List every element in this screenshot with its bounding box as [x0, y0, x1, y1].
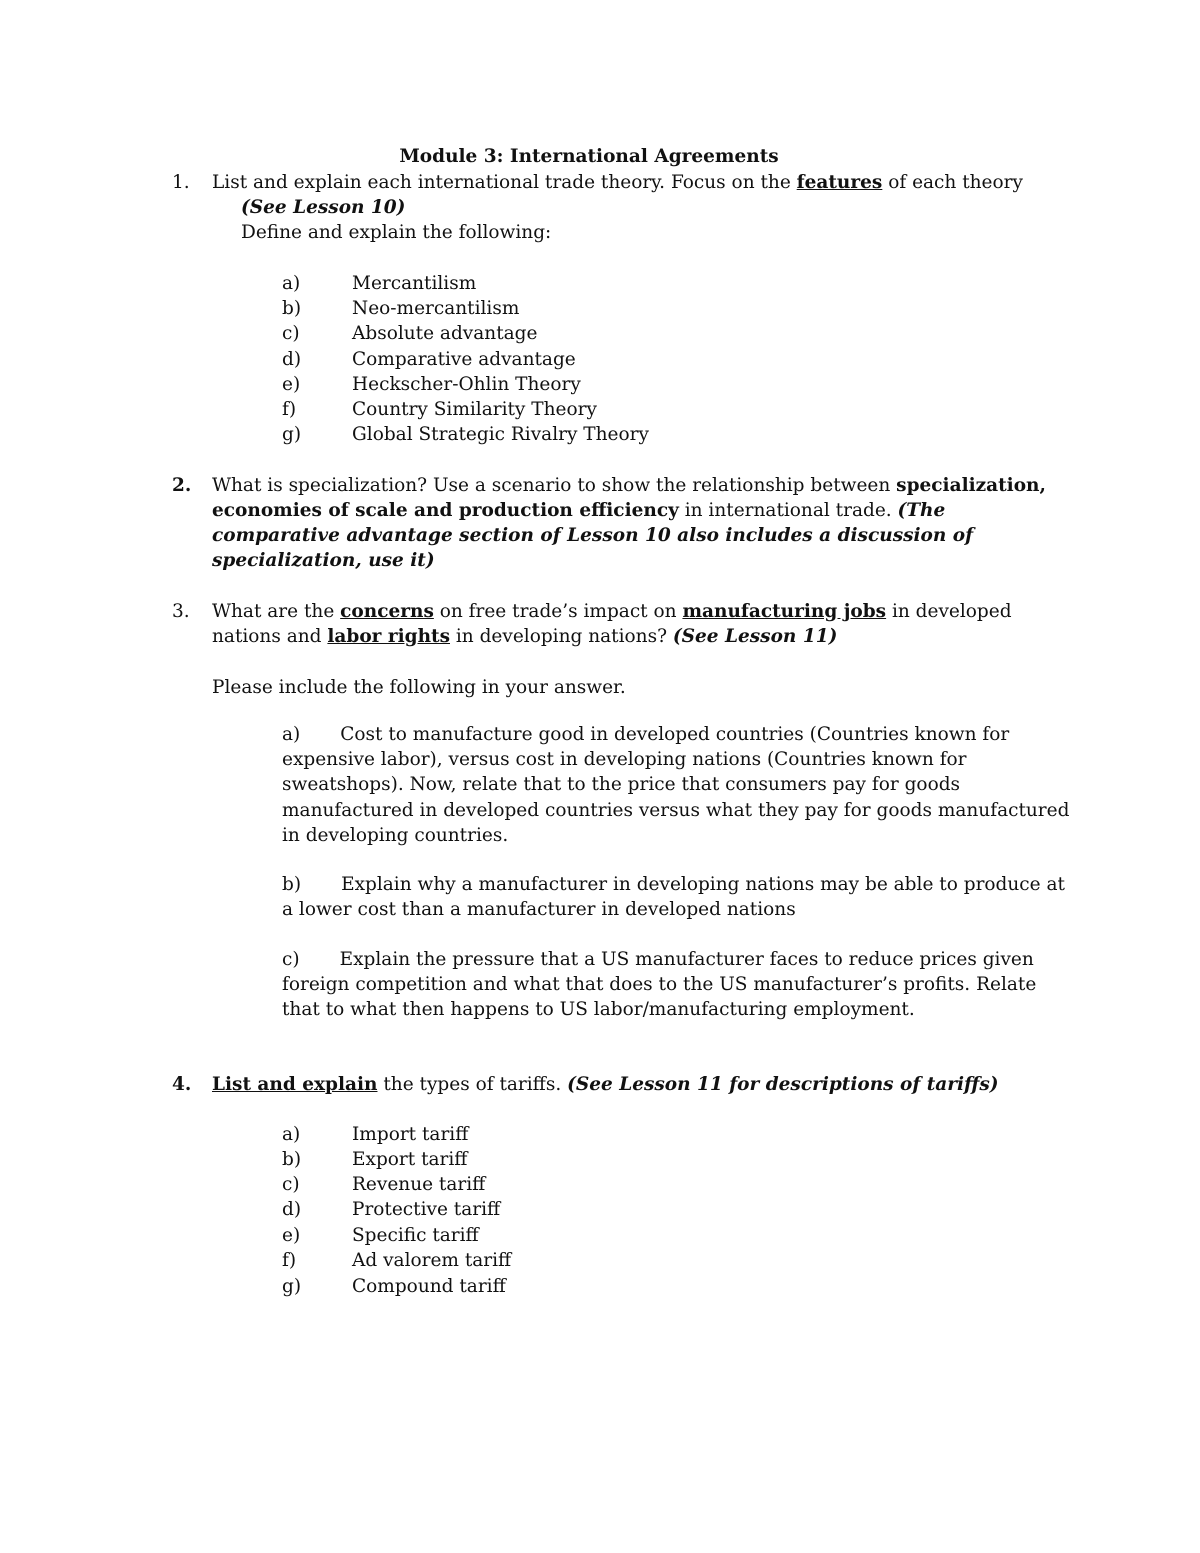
q4-item-label: f): [282, 1250, 297, 1271]
q2-note: specialization, use it): [212, 550, 435, 571]
q2-text-cont: economies of scale and production efficiency in international trade. (The: [212, 500, 946, 521]
q4-item: Protective tariff: [352, 1199, 501, 1220]
q4-item: Ad valorem tariff: [352, 1250, 512, 1271]
q4-item-label: d): [282, 1199, 302, 1220]
q1-item: Neo-mercantilism: [352, 298, 520, 319]
q1-item-label: a): [282, 273, 301, 294]
q2-text: What is specialization? Use a scenario to show the relationship between specialization,: [212, 475, 1046, 496]
q1-emphasis: features: [796, 172, 883, 193]
q3-text-cont: nations and labor rights in developing nations? (See Lesson 11): [212, 626, 838, 647]
q4-item: Specific tariff: [352, 1225, 479, 1246]
q1-lead: Define and explain the following:: [241, 222, 552, 243]
q1-item-label: f): [282, 399, 297, 420]
q1-item-label: g): [282, 424, 302, 445]
q4-item-label: b): [282, 1149, 302, 1170]
q4-item-label: g): [282, 1276, 302, 1297]
q2-number: 2.: [172, 475, 192, 496]
q1-item: Absolute advantage: [352, 323, 538, 344]
q4-number: 4.: [172, 1074, 192, 1095]
q4-item: Export tariff: [352, 1149, 468, 1170]
page-title: Module 3: International Agreements: [399, 146, 779, 167]
q1-item: Comparative advantage: [352, 349, 576, 370]
q3-text: What are the concerns on free trade’s impact on manufacturing jobs in developed: [212, 601, 1012, 622]
q1-item-label: c): [282, 323, 300, 344]
q4-item-label: a): [282, 1124, 301, 1145]
q1-text: List and explain each international trade theory. Focus on the features of each theory: [212, 172, 1023, 193]
q4-item-label: e): [282, 1225, 301, 1246]
q1-item-label: d): [282, 349, 302, 370]
q4-item: Revenue tariff: [352, 1174, 486, 1195]
q1-item: Heckscher-Ohlin Theory: [352, 374, 581, 395]
q1-item-label: e): [282, 374, 301, 395]
q4-item: Compound tariff: [352, 1276, 506, 1297]
q2-note: comparative advantage section of Lesson 10 also includes a discussion of: [212, 525, 974, 546]
q4-text: List and explain the types of tariffs. (See Lesson 11 for descriptions of tariffs): [212, 1074, 999, 1095]
q1-item: Mercantilism: [352, 273, 477, 294]
q4-item-label: c): [282, 1174, 300, 1195]
q1-item: Global Strategic Rivalry Theory: [352, 424, 649, 445]
q3-lead: Please include the following in your answer.: [212, 677, 626, 698]
q1-item: Country Similarity Theory: [352, 399, 597, 420]
q1-item-label: b): [282, 298, 302, 319]
q3-number: 3.: [172, 601, 190, 622]
q3-part-a: a) Cost to manufacture good in developed countries (Countries known for expensive labor), versus cost in developing nations (Countries known for sweatshops). Now, relate that to the price that consumers pay for goods manufactured in developed countries versus what they pay for goods manufactured in developing countries.: [282, 724, 1070, 846]
q3-part-c: c) Explain the pressure that a US manufacturer faces to reduce prices given foreign competition and what that does to the US manufacturer’s profits. Relate that to what then happens to US labor/manufacturing employment.: [282, 949, 1037, 1021]
q3-part-b: b) Explain why a manufacturer in developing nations may be able to produce at a lower cost than a manufacturer in developed nations: [282, 874, 1065, 921]
q1-lesson-ref: (See Lesson 10): [241, 197, 406, 218]
q1-number: 1.: [172, 172, 190, 193]
q4-item: Import tariff: [352, 1124, 469, 1145]
